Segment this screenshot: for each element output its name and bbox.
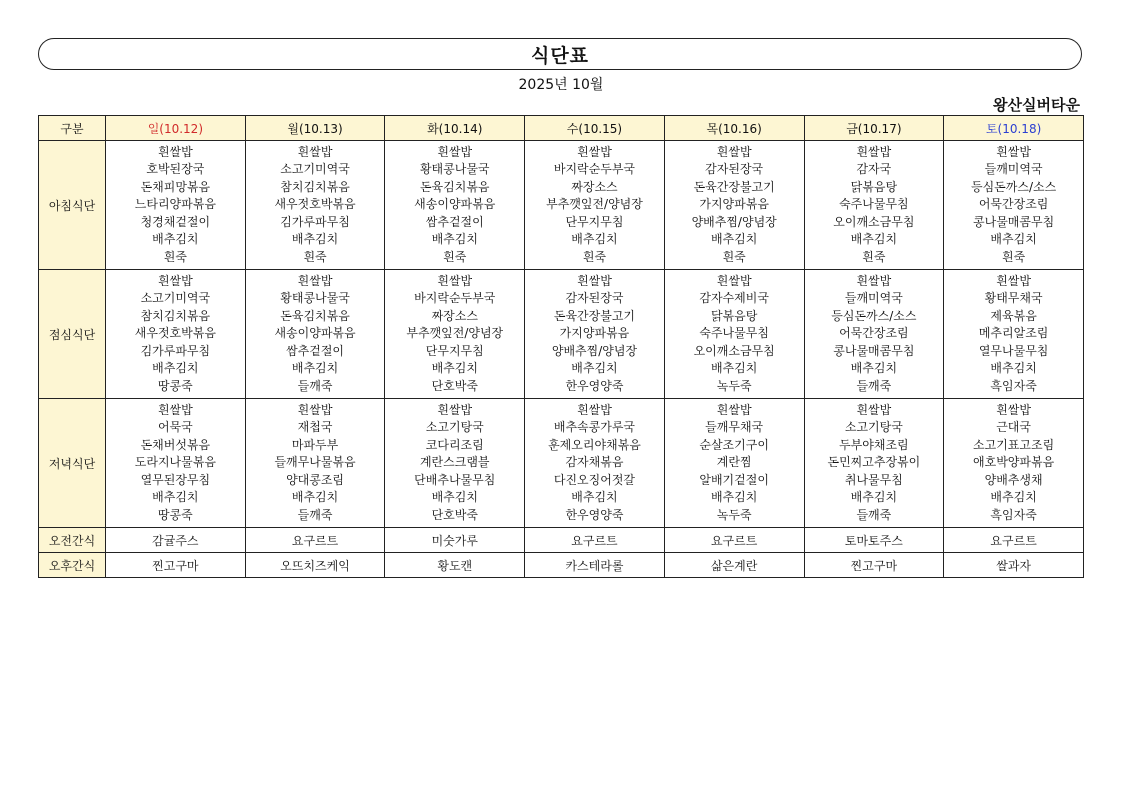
- menu-item: 가지양파볶음: [699, 197, 769, 212]
- menu-item: 땅콩죽: [157, 507, 193, 522]
- snack-cell: 쌀과자: [944, 553, 1084, 578]
- menu-cell: [245, 141, 385, 270]
- day-header: 일(10.12): [106, 116, 246, 141]
- snack-row: [39, 553, 1084, 578]
- menu-item: 배추김치: [571, 490, 618, 505]
- menu-item: 양배추생채: [984, 472, 1043, 487]
- menu-item: 흰쌀밥: [577, 144, 612, 159]
- menu-item: 제육볶음: [990, 308, 1037, 323]
- organization-name: 왕산실버타운: [993, 96, 1080, 114]
- menu-item: 김가루파무침: [280, 214, 350, 229]
- menu-cell: [385, 399, 525, 528]
- menu-item: 배추김치: [990, 490, 1037, 505]
- menu-cell: [664, 399, 804, 528]
- menu-cell: [106, 399, 246, 528]
- snack-cell: 토마토주스: [804, 528, 944, 553]
- menu-item: 부추깻잎전/양념장: [546, 197, 643, 212]
- menu-item: 흰쌀밥: [157, 402, 193, 417]
- menu-item: 쌈추겉절이: [425, 214, 484, 229]
- menu-item: 열무된장무침: [140, 472, 211, 487]
- menu-item: 흰쌀밥: [996, 144, 1031, 159]
- menu-item: 들깨미역국: [844, 291, 903, 306]
- menu-item: 흰쌀밥: [437, 402, 473, 417]
- menu-item: 어묵국: [157, 420, 193, 435]
- menu-item: 흰죽: [443, 249, 467, 264]
- menu-item: 흰쌀밥: [856, 402, 892, 417]
- menu-item: 돈민찌고추장볶이: [827, 455, 921, 470]
- menu-item: 새송이양파볶음: [414, 197, 496, 212]
- menu-item: 참치김치볶음: [140, 308, 211, 323]
- snack-cell: 찐고구마: [106, 553, 246, 578]
- menu-item: 메추리알조림: [978, 326, 1049, 341]
- snack-row: [39, 528, 1084, 553]
- menu-item: 돈육김치볶음: [280, 308, 350, 323]
- menu-item: 소고기탕국: [425, 420, 484, 435]
- day-header: 목(10.16): [664, 116, 804, 141]
- menu-cell: [385, 270, 525, 399]
- menu-item: 흰쌀밥: [437, 273, 473, 288]
- menu-item: 소고기탕국: [844, 420, 903, 435]
- menu-item: 들깨죽: [297, 378, 333, 393]
- menu-cell: [245, 270, 385, 399]
- table-body: [39, 141, 1084, 578]
- menu-cell: [664, 141, 804, 270]
- menu-item: 흰쌀밥: [716, 273, 752, 288]
- menu-item: 흰쌀밥: [297, 144, 333, 159]
- menu-item: 흰쌀밥: [437, 144, 473, 159]
- menu-item: 김가루파무침: [140, 343, 211, 358]
- menu-item: 소고기표고조림: [973, 437, 1055, 452]
- title-banner: [38, 38, 1082, 70]
- menu-cell: [385, 141, 525, 270]
- snack-cell: 황도캔: [385, 553, 525, 578]
- menu-item: 황태콩나물국: [419, 162, 490, 177]
- menu-item: 호박된장국: [146, 162, 205, 177]
- menu-item: 흰쌀밥: [996, 402, 1031, 417]
- menu-item: 흰쌀밥: [577, 273, 612, 288]
- menu-item: 배추김치: [291, 361, 339, 376]
- menu-item: 짜장소스: [571, 179, 618, 194]
- menu-item: 감자국: [856, 162, 892, 177]
- menu-item: 흰쌀밥: [297, 273, 333, 288]
- menu-cell: [944, 270, 1084, 399]
- menu-item: 흰죽: [1002, 249, 1026, 264]
- menu-item: 양배추찜/양념장: [691, 214, 777, 229]
- menu-item: 황태무채국: [984, 291, 1043, 306]
- menu-item: 감자수제비국: [699, 291, 769, 306]
- menu-item: 바지락순두부국: [414, 291, 496, 306]
- menu-item: 흰쌀밥: [157, 144, 193, 159]
- menu-item: 배추김치: [152, 361, 199, 376]
- menu-item: 흑임자죽: [990, 507, 1037, 522]
- menu-item: 감자된장국: [705, 162, 764, 177]
- menu-item: 들깨미역국: [984, 162, 1043, 177]
- menu-item: 순살조기구이: [699, 437, 769, 452]
- menu-item: 숙주나물무침: [839, 197, 909, 212]
- menu-item: 단호박죽: [431, 378, 478, 393]
- menu-cell: [525, 399, 665, 528]
- menu-cell: [106, 141, 246, 270]
- menu-item: 감자채볶음: [565, 455, 624, 470]
- menu-item: 돈육간장불고기: [693, 179, 775, 194]
- menu-item: 콩나물매콤무침: [973, 214, 1055, 229]
- day-header: 수(10.15): [525, 116, 665, 141]
- menu-item: 배추김치: [990, 361, 1037, 376]
- menu-item: 한우영양죽: [565, 507, 624, 522]
- menu-cell: [944, 399, 1084, 528]
- menu-item: 새송이양파볶음: [274, 326, 356, 341]
- menu-item: 흑임자죽: [990, 378, 1037, 393]
- menu-item: 흰쌀밥: [577, 402, 612, 417]
- menu-item: 열무나물무침: [978, 343, 1049, 358]
- menu-item: 등심돈까스/소스: [831, 308, 917, 323]
- menu-item: 취나물무침: [844, 472, 903, 487]
- snack-cell: 오뜨치즈케익: [245, 553, 385, 578]
- menu-item: 배추김치: [850, 232, 898, 247]
- snack-cell: 요구르트: [664, 528, 804, 553]
- menu-item: 단배추나물무침: [414, 472, 496, 487]
- menu-item: 바지락순두부국: [553, 162, 636, 177]
- menu-item: 오이깨소금무침: [693, 343, 775, 358]
- snack-cell: 요구르트: [245, 528, 385, 553]
- menu-item: 청경채겉절이: [140, 214, 211, 229]
- menu-item: 흰쌀밥: [297, 402, 333, 417]
- menu-item: 배추김치: [850, 490, 898, 505]
- menu-item: 새우젓호박볶음: [274, 197, 356, 212]
- menu-item: 흰쌀밥: [996, 273, 1031, 288]
- menu-item: 흰쌀밥: [856, 144, 892, 159]
- menu-item: 계란찜: [716, 455, 752, 470]
- menu-cell: [804, 141, 944, 270]
- menu-item: 배추김치: [710, 232, 758, 247]
- menu-item: 배추김치: [291, 232, 339, 247]
- snack-cell: 요구르트: [944, 528, 1084, 553]
- day-header: 월(10.13): [245, 116, 385, 141]
- menu-cell: [245, 399, 385, 528]
- snack-row-label: 오후간식: [39, 553, 106, 578]
- table-header-row: [39, 116, 1084, 141]
- menu-item: 닭볶음탕: [710, 308, 758, 323]
- menu-item: 돈채버섯볶음: [140, 437, 211, 452]
- menu-item: 배추김치: [431, 232, 478, 247]
- menu-item: 양대콩조림: [286, 472, 345, 487]
- day-header: 화(10.14): [385, 116, 525, 141]
- menu-item: 배추속콩가루국: [553, 420, 636, 435]
- menu-item: 다진오징어젓갈: [553, 472, 636, 487]
- menu-item: 가지양파볶음: [559, 326, 630, 341]
- menu-item: 흰죽: [582, 249, 607, 264]
- menu-cell: [525, 141, 665, 270]
- menu-item: 배추김치: [152, 490, 199, 505]
- menu-item: 황태콩나물국: [280, 291, 350, 306]
- menu-item: 흰쌀밥: [716, 144, 752, 159]
- menu-item: 배추김치: [152, 232, 199, 247]
- menu-item: 배추김치: [990, 232, 1037, 247]
- menu-item: 어묵간장조림: [839, 326, 909, 341]
- menu-item: 돈육김치볶음: [419, 179, 490, 194]
- menu-item: 돈채피망볶음: [140, 179, 211, 194]
- menu-item: 양배추찜/양념장: [551, 343, 638, 358]
- menu-item: 흰죽: [163, 249, 187, 264]
- menu-cell: [106, 270, 246, 399]
- menu-item: 들깨죽: [856, 378, 892, 393]
- menu-item: 단호박죽: [431, 507, 478, 522]
- menu-item: 흰죽: [303, 249, 327, 264]
- menu-cell: [944, 141, 1084, 270]
- menu-item: 등심돈까스/소스: [971, 179, 1057, 194]
- day-header: 금(10.17): [804, 116, 944, 141]
- menu-item: 녹두죽: [716, 378, 752, 393]
- menu-item: 배추김치: [431, 361, 478, 376]
- menu-item: 소고기미역국: [140, 291, 211, 306]
- menu-item: 들깨무채국: [705, 420, 764, 435]
- menu-item: 참치김치볶음: [280, 179, 350, 194]
- snack-row-label: 오전간식: [39, 528, 106, 553]
- menu-item: 흰죽: [722, 249, 746, 264]
- menu-item: 흰쌀밥: [716, 402, 752, 417]
- menu-item: 소고기미역국: [280, 162, 350, 177]
- snack-cell: 카스테라롤: [525, 553, 665, 578]
- menu-item: 어묵간장조림: [978, 197, 1049, 212]
- menu-item: 숙주나물무침: [699, 326, 769, 341]
- menu-cell: [804, 399, 944, 528]
- menu-item: 배추김치: [571, 232, 618, 247]
- menu-cell: [804, 270, 944, 399]
- menu-item: 쌈추겉절이: [286, 343, 345, 358]
- menu-item: 배추김치: [291, 490, 339, 505]
- menu-item: 땅콩죽: [157, 378, 193, 393]
- menu-item: 배추김치: [710, 361, 758, 376]
- menu-item: 흰쌀밥: [856, 273, 892, 288]
- meal-row-label: 아침식단: [39, 141, 106, 270]
- menu-item: 들깨죽: [856, 507, 892, 522]
- menu-item: 흰쌀밥: [157, 273, 193, 288]
- page-title: 식단표: [530, 44, 590, 67]
- menu-item: 애호박양파볶음: [973, 455, 1055, 470]
- snack-cell: 찐고구마: [804, 553, 944, 578]
- menu-item: 부추깻잎전/양념장: [406, 326, 504, 341]
- menu-item: 단무지무침: [565, 214, 624, 229]
- meal-row: [39, 141, 1084, 270]
- menu-item: 훈제오리야채볶음: [548, 437, 641, 452]
- menu-item: 배추김치: [710, 490, 758, 505]
- snack-cell: 감귤주스: [106, 528, 246, 553]
- menu-item: 돈육간장불고기: [553, 308, 636, 323]
- meal-table: [38, 115, 1084, 578]
- menu-item: 배추김치: [850, 361, 898, 376]
- menu-item: 배추김치: [431, 490, 478, 505]
- snack-cell: 삶은계란: [664, 553, 804, 578]
- menu-item: 재첩국: [297, 420, 333, 435]
- menu-item: 새우젓호박볶음: [134, 326, 216, 341]
- menu-item: 알배기겉절이: [699, 472, 769, 487]
- meal-row: [39, 270, 1084, 399]
- meal-row-label: 점심식단: [39, 270, 106, 399]
- menu-item: 단무지무침: [425, 343, 484, 358]
- menu-item: 마파두부: [291, 437, 339, 452]
- menu-item: 들깨죽: [297, 507, 333, 522]
- menu-item: 녹두죽: [716, 507, 752, 522]
- meal-row: [39, 399, 1084, 528]
- menu-cell: [525, 270, 665, 399]
- menu-item: 배추김치: [571, 361, 618, 376]
- menu-item: 한우영양죽: [565, 378, 624, 393]
- month-subtitle: 2025년 10월: [518, 77, 604, 93]
- menu-item: 계란스크램블: [419, 455, 490, 470]
- menu-item: 콩나물매콤무침: [833, 343, 915, 358]
- meal-row-label: 저녁식단: [39, 399, 106, 528]
- menu-cell: [664, 270, 804, 399]
- menu-item: 흰죽: [862, 249, 886, 264]
- snack-cell: 미숫가루: [385, 528, 525, 553]
- menu-item: 근대국: [996, 420, 1031, 435]
- menu-item: 느타리양파볶음: [134, 197, 216, 212]
- corner-header: 구분: [39, 116, 106, 141]
- menu-item: 짜장소스: [431, 308, 478, 323]
- day-header: 토(10.18): [944, 116, 1084, 141]
- menu-item: 감자된장국: [565, 291, 624, 306]
- menu-item: 오이깨소금무침: [833, 214, 915, 229]
- menu-item: 들깨무나물볶음: [274, 455, 356, 470]
- menu-item: 도라지나물볶음: [134, 455, 216, 470]
- menu-item: 두부야채조림: [839, 437, 909, 452]
- menu-item: 코다리조림: [425, 437, 484, 452]
- snack-cell: 요구르트: [525, 528, 665, 553]
- menu-item: 닭볶음탕: [850, 179, 898, 194]
